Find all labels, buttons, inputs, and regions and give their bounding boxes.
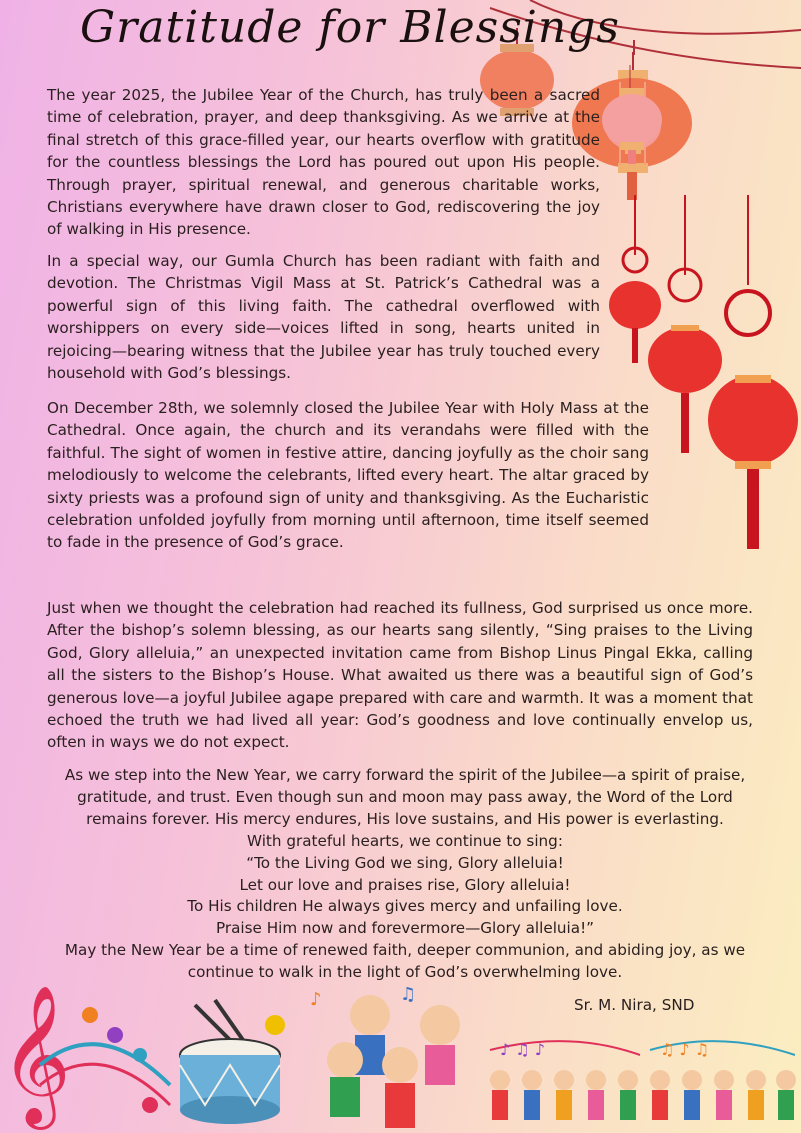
- song-line: To His children He always gives mercy and unfailing love.: [187, 897, 623, 916]
- closing-line: remains forever. His mercy endures, His love sustains, and His power is everlasting.: [86, 809, 724, 828]
- pink-lantern-illustration: [598, 80, 668, 165]
- closing-line: As we step into the New Year, we carry forward the spirit of the Jubilee—a spirit of praise,: [64, 766, 746, 784]
- paragraph-closing-mass: On December 28th, we solemnly closed the Jubilee Year with Holy Mass at the Cathedral. Once again, the church and its verandahs were filled with the faithful. The sight of women in festive attire, dancing joyfully as the choir sang melodiously to welcome the celebrants, lifted every heart. The altar graced by sixty priests was a profound sign of unity and thanksgiving. As the Eucharistic celebration unfolded joyfully from morning until afternoon, time itself seemed to fade in the presence of God’s grace.: [47, 399, 649, 552]
- closing-line: With grateful hearts, we continue to sing:: [247, 831, 563, 850]
- drum-with-sticks-illustration: [175, 995, 295, 1128]
- song-line: Let our love and praises rise, Glory alleluia!: [239, 875, 571, 894]
- singing-children-choir-illustration: [480, 1030, 801, 1133]
- svg-text:𝄞: 𝄞: [0, 985, 71, 1124]
- closing-line: May the New Year be a time of renewed faith, deeper communion, and abiding joy, as we: [64, 941, 746, 960]
- treble-clef-music-notes-illustration: [0, 975, 175, 1133]
- paragraph-bishops-house: Just when we thought the celebration had reached its fullness, God surprised us once more. After the bishop’s solemn blessing, as our hearts sang silently, “Sing praises to the Living God, Glory alleluia,” an unexpected invitation came from Bishop Linus Pingal Ekka, calling all the sisters to the Bishop’s House. What awaited us there was a beautiful sign of God’s generous love—a joyful Jubilee agape prepared with care and warmth. It was a moment that echoed the truth we had lived all year: God’s goodness and love continually envelop us, often in ways we do not expect.: [47, 599, 753, 752]
- page-title: Gratitude for Blessings: [80, 2, 620, 53]
- svg-text:♪ ♫ ♪: ♪ ♫ ♪: [500, 1040, 545, 1059]
- song-line: “To the Living God we sing, Glory alleluia!: [246, 853, 564, 872]
- svg-text:♫: ♫: [400, 985, 417, 1005]
- dancing-children-illustration: [300, 985, 500, 1133]
- closing-line: continue to walk in the light of God’s overwhelming love.: [187, 963, 623, 982]
- paragraph-gumla-church: In a special way, our Gumla Church has been radiant with faith and devotion. The Christmas Vigil Mass at St. Patrick’s Cathedral was a powerful sign of this living faith. The cathedral overflowed with worshippers on every side—voices lifted in song, hearts united in rejoicing—bearing witness that the Jubilee year has truly touched every household with God’s blessings.: [47, 252, 600, 383]
- paragraph-jubilee-year: The year 2025, the Jubilee Year of the Church, has truly been a sacred time of celebration, prayer, and deep thanksgiving. As we arrive at the final stretch of this grace-filled year, our hearts overflow with gratitude for the countless blessings the Lord has poured out upon His people. Through prayer, spiritual renewal, and generous charitable works, Christians everywhere have drawn closer to God, rediscovering the joy of walking in His presence.: [47, 86, 600, 239]
- closing-section: [40, 765, 770, 984]
- signature: Sr. M. Nira, SND: [574, 996, 695, 1014]
- song-line: Praise Him now and forevermore—Glory alleluia!”: [215, 919, 595, 938]
- closing-line: gratitude, and trust. Even though sun and moon may pass away, the Word of the Lord: [77, 787, 733, 806]
- svg-text:♪: ♪: [310, 989, 322, 1010]
- svg-text:♫ ♪ ♫: ♫ ♪ ♫: [660, 1040, 710, 1059]
